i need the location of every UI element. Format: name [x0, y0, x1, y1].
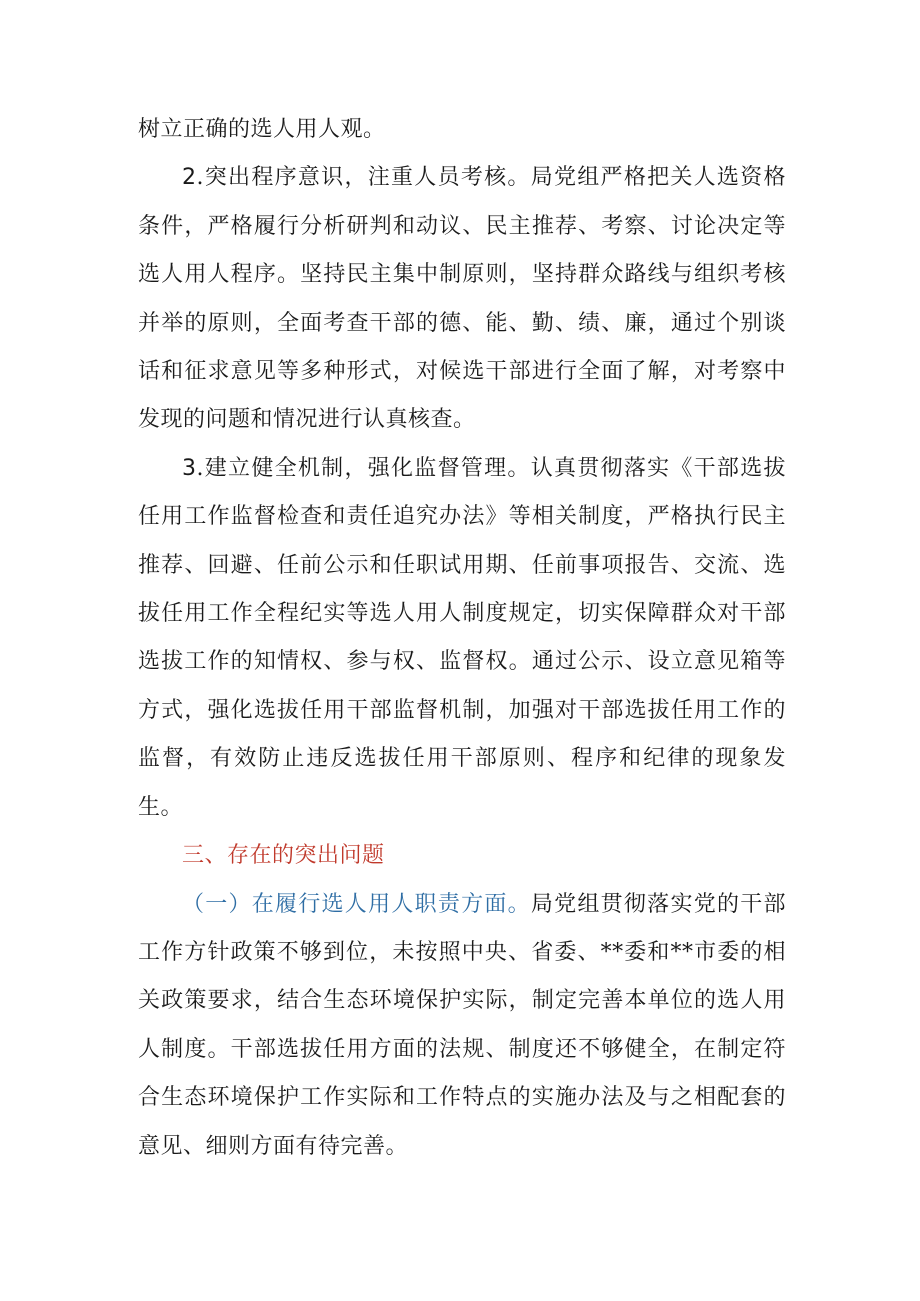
- paragraph-subsection-1: [138, 881, 786, 1171]
- paragraph-text: .突出程序意识，注重人员考核。局党组严格把关人选资格条件，严格履行分析研判和动议、民主推荐、考察、讨论决定等选人用人程序。坚持民主集中制原则，坚持群众路线与组织考核并举的原则，全面考查干部的德、能、勤、绩、廉，通过个别谈话和征求意见等多种形式，对候选干部进行全面了解，对考察中发现的问题和情况进行认真核查。: [138, 165, 786, 433]
- paragraph-text: 树立正确的选人用人观。: [138, 117, 386, 142]
- subsection-heading: （一）在履行选人用人职责方面。: [182, 891, 531, 917]
- item-number: 2: [182, 165, 197, 191]
- paragraph-text: 局党组贯彻落实党的干部工作方针政策不够到位，未按照中央、省委、**委和**市委的相关政策要求，结合生态环境保护实际，制定完善本单位的选人用人制度。干部选拔任用方面的法规、制度还不够健全，在制定符合生态环境保护工作实际和工作特点的实施办法及与之相配套的意见、细则方面有待完善。: [138, 891, 786, 1159]
- section-heading: 三、存在的突出问题: [182, 843, 385, 869]
- document-body: [138, 106, 786, 1171]
- paragraph-item-2: [138, 154, 786, 444]
- paragraph-item-3: [138, 445, 786, 832]
- item-number: 3: [182, 455, 197, 481]
- paragraph-text: .建立健全机制，强化监督管理。认真贯彻落实《干部选拔任用工作监督检查和责任追究办法》等相关制度，严格执行民主推荐、回避、任前公示和任职试用期、任前事项报告、交流、选拔任用工作全程纪实等选人用人制度规定，切实保障群众对干部选拔工作的知情权、参与权、监督权。通过公示、设立意见箱等方式，强化选拔任用干部监督机制，加强对干部选拔任用工作的监督，有效防止违反选拔任用干部原则、程序和纪律的现象发生。: [138, 455, 786, 820]
- paragraph-continuation: [138, 106, 786, 154]
